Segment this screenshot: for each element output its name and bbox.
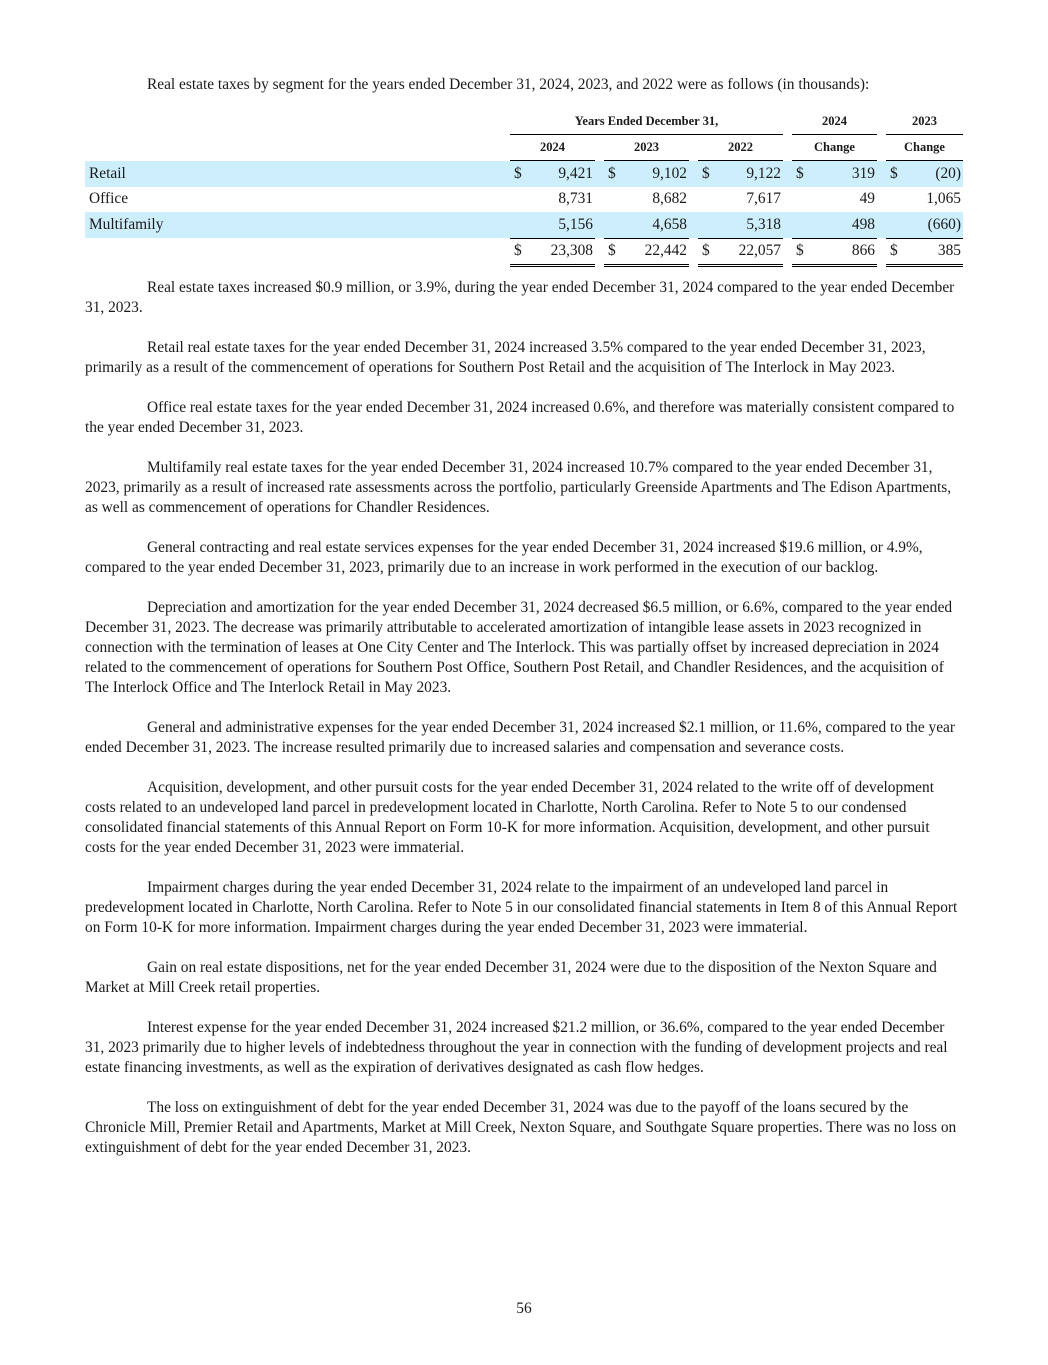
paragraph-retail-taxes: Retail real estate taxes for the year ended December 31, 2024 increased 3.5% compared to the year ended December 31, 2023, primarily as a result of the commencement of operations for Southern Post Retail and the acquisition of The Interlock in May 2023.	[85, 339, 926, 376]
value-2023: 4,658	[618, 212, 689, 238]
change-2023: 1,065	[926, 190, 961, 208]
header-2023-change-year: 2023	[886, 108, 963, 134]
value-2022: 5,318	[712, 212, 783, 238]
body-text	[85, 278, 963, 1178]
header-years-ended: Years Ended December 31,	[510, 108, 783, 134]
currency-symbol: $	[698, 238, 712, 266]
currency-symbol: $	[698, 161, 712, 187]
currency-symbol: $	[886, 161, 900, 187]
value-2023: 8,682	[652, 190, 687, 208]
header-change-2024: Change	[792, 134, 877, 161]
table-row-total	[85, 238, 963, 266]
total-change-2024: 866	[806, 238, 877, 266]
currency-symbol: $	[792, 161, 806, 187]
page-number: 56	[516, 1300, 532, 1317]
header-year-2023: 2023	[604, 134, 689, 161]
header-row-1	[85, 108, 963, 134]
currency-symbol: $	[886, 238, 900, 266]
table-intro: Real estate taxes by segment for the years ended December 31, 2024, 2023, and 2022 were as follows (in thousands):	[147, 76, 870, 93]
header-year-2024: 2024	[510, 134, 595, 161]
header-change-2023: Change	[886, 134, 963, 161]
value-2024: 9,421	[524, 161, 595, 187]
currency-symbol: $	[510, 161, 524, 187]
total-2022: 22,057	[712, 238, 783, 266]
value-2023: 9,102	[618, 161, 689, 187]
paragraph-depreciation: Depreciation and amortization for the year ended December 31, 2024 decreased $6.5 million, or 6.6%, compared to the year ended December 31, 2023. The decrease was primarily attributable to accelerated amortization of intangible lease assets in 2023 recognized in connection with the termination of leases at One City Center and The Interlock. This was partially offset by increased depreciation in 2024 related to the commencement of operations for Southern Post Office, Southern Post Retail, and Chandler Residences, and the acquisition of The Interlock Office and The Interlock Retail in May 2023.	[85, 599, 953, 696]
paragraph-gain-dispositions: Gain on real estate dispositions, net for the year ended December 31, 2024 were due to the disposition of the Nexton Square and Market at Mill Creek retail properties.	[85, 959, 937, 996]
paragraph-impairment: Impairment charges during the year ended December 31, 2024 relate to the impairment of an undeveloped land parcel in predevelopment located in Charlotte, North Carolina. Refer to Note 5 in our consolidated financial statements in Item 8 of this Annual Report on Form 10-K for more information. Impairment charges during the year ended December 31, 2023 were immaterial.	[85, 879, 958, 936]
paragraph-general-contracting: General contracting and real estate services expenses for the year ended December 31, 2024 increased $19.6 million, or 4.9%, compared to the year ended December 31, 2023, primarily due to an increase in work performed in the execution of our backlog.	[85, 539, 923, 576]
header-row-2	[85, 134, 963, 161]
value-2024: 5,156	[524, 212, 595, 238]
change-2023: (660)	[900, 212, 963, 238]
total-2023: 22,442	[618, 238, 689, 266]
header-year-2022: 2022	[698, 134, 783, 161]
table-row-retail	[85, 161, 963, 187]
real-estate-taxes-table	[85, 108, 963, 267]
value-2024: 8,731	[558, 190, 593, 208]
paragraph-office-taxes: Office real estate taxes for the year ended December 31, 2024 increased 0.6%, and therefore was materially consistent compared to the year ended December 31, 2023.	[85, 399, 955, 436]
change-2024: 498	[806, 212, 877, 238]
table-row-office	[85, 187, 963, 213]
currency-symbol: $	[510, 238, 524, 266]
document-page	[85, 0, 963, 1156]
row-label: Office	[89, 190, 129, 208]
table-row-multifamily	[85, 212, 963, 238]
total-change-2023: 385	[900, 238, 963, 266]
currency-symbol: $	[604, 161, 618, 187]
change-2024: 49	[859, 190, 875, 208]
paragraph-interest-expense: Interest expense for the year ended December 31, 2024 increased $21.2 million, or 36.6%, compared to the year ended December 31, 2023 primarily due to higher levels of indebtedness throughout the year in connection with the funding of development projects and real estate financing investments, as well as the expiration of derivatives designated as cash flow hedges.	[85, 1019, 948, 1076]
paragraph-multifamily-taxes: Multifamily real estate taxes for the year ended December 31, 2024 increased 10.7% compared to the year ended December 31, 2023, primarily as a result of increased rate assessments across the portfolio, particularly Greenside Apartments and The Edison Apartments, as well as commencement of operations for Chandler Residences.	[85, 459, 952, 516]
paragraph-real-estate-taxes: Real estate taxes increased $0.9 million, or 3.9%, during the year ended December 31, 2024 compared to the year ended December 31, 2023.	[85, 279, 955, 316]
change-2024: 319	[806, 161, 877, 187]
row-label: Retail	[85, 161, 505, 187]
value-2022: 9,122	[712, 161, 783, 187]
row-label: Multifamily	[85, 212, 505, 238]
total-2024: 23,308	[524, 238, 595, 266]
change-2023: (20)	[900, 161, 963, 187]
paragraph-acquisition-costs: Acquisition, development, and other pursuit costs for the year ended December 31, 2024 related to the write off of development costs related to an undeveloped land parcel in predevelopment located in Charlotte, North Carolina. Refer to Note 5 to our condensed consolidated financial statements of this Annual Report on Form 10-K for more information. Acquisition, development, and other pursuit costs for the year ended December 31, 2023 were immaterial.	[85, 779, 934, 856]
header-2024-change-year: 2024	[792, 108, 877, 134]
paragraph-general-administrative: General and administrative expenses for the year ended December 31, 2024 increased $2.1 million, or 11.6%, compared to the year ended December 31, 2023. The increase resulted primarily due to increased salaries and compensation and severance costs.	[85, 719, 956, 756]
value-2022: 7,617	[746, 190, 781, 208]
currency-symbol: $	[792, 238, 806, 266]
currency-symbol: $	[604, 238, 618, 266]
paragraph-loss-extinguishment: The loss on extinguishment of debt for the year ended December 31, 2024 was due to the payoff of the loans secured by the Chronicle Mill, Premier Retail and Apartments, Market at Mill Creek, Nexton Square, and Southgate Square properties. There was no loss on extinguishment of debt for the year ended December 31, 2023.	[85, 1099, 957, 1156]
